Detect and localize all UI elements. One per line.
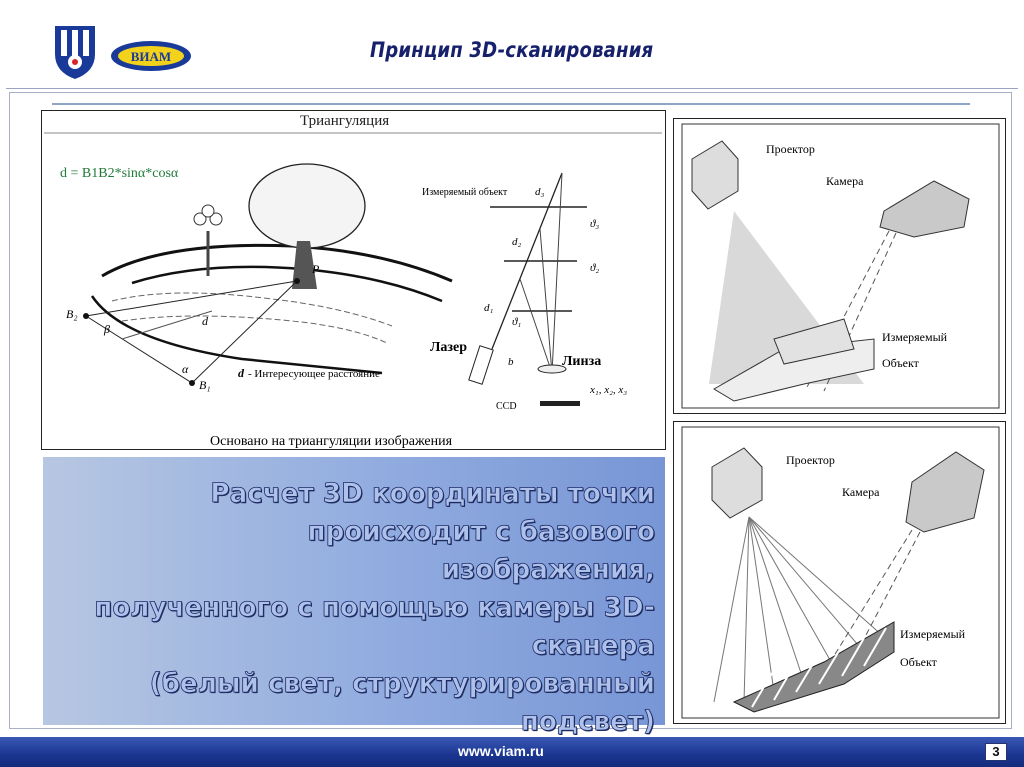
viam-oval-logo-icon bbox=[108, 38, 194, 74]
institute-shield-logo bbox=[52, 24, 98, 80]
ccd-sensor bbox=[540, 401, 580, 406]
label-theta3: ϑ₃ bbox=[590, 218, 600, 230]
label-projector: Проектор bbox=[786, 453, 835, 467]
content-divider bbox=[52, 103, 970, 105]
label-beta: β bbox=[104, 322, 110, 336]
point-b1 bbox=[189, 380, 195, 386]
explanation-line: (белый свет, структурированный bbox=[149, 668, 656, 699]
label-b1: B₁ bbox=[199, 378, 211, 392]
legend-text: - Интересующее расстояние bbox=[248, 368, 380, 380]
triangulation-caption: Основано на триангуляции изображения bbox=[210, 434, 453, 449]
reflected-ray-3 bbox=[552, 173, 562, 373]
explanation-text bbox=[92, 475, 655, 741]
triangulation-formula: d = B1B2*sinα*cosα bbox=[60, 166, 179, 181]
tree-crown bbox=[249, 164, 365, 248]
label-object-line2: Объект bbox=[900, 655, 937, 669]
viam-logo bbox=[108, 38, 194, 74]
reflected-ray-2 bbox=[540, 229, 552, 373]
explanation-line: подсвет) bbox=[520, 706, 655, 737]
shield-logo-icon bbox=[52, 24, 98, 80]
reflected-ray-1 bbox=[520, 279, 552, 373]
triangulation-heading: Триангуляция bbox=[300, 113, 390, 129]
label-measured-object: Измеряемый объект bbox=[422, 187, 508, 198]
label-x-positions: x₁, x₂, x₃ bbox=[590, 384, 628, 396]
explanation-line: полученного с помощью камеры 3D- bbox=[94, 592, 656, 623]
label-camera: Камера bbox=[842, 485, 880, 499]
triangulation-diagram bbox=[42, 111, 665, 449]
label-ccd: CCD bbox=[496, 401, 517, 412]
projector-camera-diagram-bottom bbox=[673, 421, 1006, 724]
label-d: d bbox=[202, 314, 208, 328]
footer-bar bbox=[0, 737, 1024, 767]
header-divider bbox=[6, 88, 1018, 89]
label-object-line1: Измеряемый bbox=[900, 627, 966, 641]
label-laser: Лазер bbox=[430, 340, 468, 355]
road-texture bbox=[122, 316, 387, 343]
label-alpha: α bbox=[182, 362, 189, 376]
footer-url[interactable]: www.viam.ru bbox=[458, 743, 544, 759]
label-d3: d₃ bbox=[535, 186, 545, 198]
lamp-globe bbox=[202, 205, 214, 217]
explanation-line: происходит с базового изображения, bbox=[307, 516, 655, 585]
point-b2 bbox=[83, 313, 89, 319]
distance-d-line bbox=[122, 311, 212, 339]
road-texture bbox=[112, 293, 392, 326]
legend-letter: d bbox=[238, 366, 244, 380]
laser-emitter bbox=[469, 346, 493, 385]
label-theta2: ϑ₂ bbox=[590, 262, 600, 274]
label-object-line2: Объект bbox=[882, 356, 919, 370]
label-lens: Линза bbox=[562, 354, 602, 369]
triangulation-panel bbox=[41, 110, 666, 450]
slide-title: Принцип 3D-сканирования bbox=[370, 38, 654, 62]
label-d1: d₁ bbox=[484, 302, 494, 314]
label-camera: Камера bbox=[826, 174, 864, 188]
road-edge-mid bbox=[132, 267, 442, 301]
viam-logo-text: ВИАМ bbox=[130, 49, 172, 64]
label-p: P bbox=[312, 262, 320, 276]
baseline-b1b2 bbox=[86, 316, 192, 383]
explanation-line: Расчет 3D координаты точки bbox=[210, 478, 656, 509]
label-b: b bbox=[508, 356, 514, 368]
scanner-diagram-top bbox=[674, 119, 1005, 413]
explanation-box bbox=[43, 457, 665, 737]
scanner-diagram-bottom bbox=[674, 422, 1005, 723]
label-projector: Проектор bbox=[766, 142, 815, 156]
page-number: 3 bbox=[985, 743, 1007, 761]
projector-camera-diagram-top bbox=[673, 118, 1006, 414]
label-d2: d₂ bbox=[512, 236, 522, 248]
explanation-line: сканера bbox=[531, 630, 655, 661]
label-b2: B₂ bbox=[66, 307, 78, 321]
label-object-line1: Измеряемый bbox=[882, 330, 948, 344]
point-p bbox=[294, 278, 300, 284]
label-theta1: ϑ₁ bbox=[512, 316, 522, 328]
